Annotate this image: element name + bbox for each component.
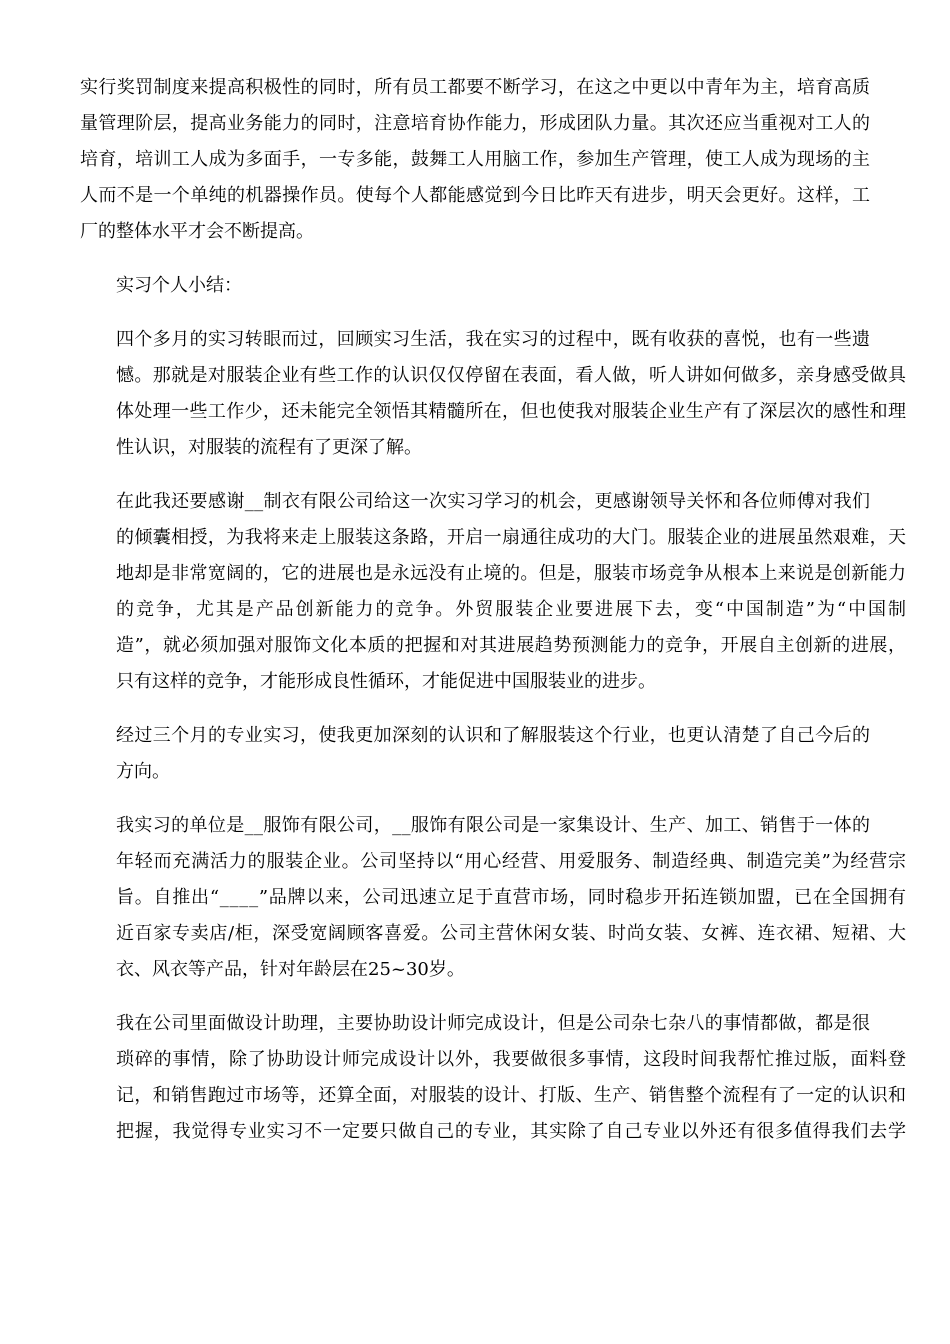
heading-text: 实习个人小结： xyxy=(116,275,242,296)
text-line: 四个多月的实习转眼而过，回顾实习生活，我在实习的过程中，既有收获的喜悦，也有一些遗 xyxy=(116,329,871,350)
text-line: 的倾囊相授，为我将来走上服装这条路，开启一扇通往成功的大门。服装企业的进展虽然艰难，天 xyxy=(116,527,907,548)
text-line: 量管理阶层，提高业务能力的同时，注意培育协作能力，形成团队力量。其次还应当重视对工人的 xyxy=(80,113,871,134)
text-line: 我在公司里面做设计助理，主要协助设计师完成设计，但是公司杂七杂八的事情都做，都是很 xyxy=(116,1013,871,1034)
text-line: 衣、风衣等产品，针对年龄层在25~30岁。 xyxy=(116,959,465,980)
section-heading xyxy=(80,268,870,304)
text-line: 厂的整体水平才会不断提高。 xyxy=(80,221,314,242)
text-line: 憾。那就是对服装企业有些工作的认识仅仅停留在表面，看人做，听人讲如何做多，亲身感受做具 xyxy=(116,365,907,386)
text-line: 记，和销售跑过市场等，还算全面，对服装的设计、打版、生产、销售整个流程有了一定的认识和 xyxy=(116,1085,907,1106)
paragraph xyxy=(80,484,908,700)
text-line: 旨。自推出“____”品牌以来，公司迅速立足于直营市场，同时稳步开拓连锁加盟，已在全国拥有 xyxy=(116,887,907,908)
text-line: 的竞争，尤其是产品创新能力的竞争。外贸服装企业要进展下去，变“中国制造”为“中国制 xyxy=(116,599,908,620)
text-line: 方向。 xyxy=(116,761,170,782)
text-line: 地却是非常宽阔的，它的进展也是永远没有止境的。但是，服装市场竞争从根本上来说是创新能力 xyxy=(116,563,907,584)
paragraph xyxy=(80,718,870,790)
text-line: 近百家专卖店/柜，深受宽阔顾客喜爱。公司主营休闲女装、时尚女装、女裤、连衣裙、短裙、大 xyxy=(116,923,907,944)
paragraph-continued xyxy=(80,70,870,250)
text-line: 我实习的单位是__服饰有限公司，__服饰有限公司是一家集设计、生产、加工、销售于一体的 xyxy=(116,815,871,836)
text-line: 在此我还要感谢__制衣有限公司给这一次实习学习的机会，更感谢领导关怀和各位师傅对我们 xyxy=(116,491,871,512)
text-line: 性认识，对服装的流程有了更深了解。 xyxy=(116,437,422,458)
paragraph xyxy=(80,808,907,988)
paragraph xyxy=(80,1006,907,1150)
text-line: 只有这样的竞争，才能形成良性循环，才能促进中国服装业的进步。 xyxy=(116,671,656,692)
text-line: 年轻而充满活力的服装企业。公司坚持以“用心经营、用爱服务、制造经典、制造完美”为经营宗 xyxy=(116,851,907,872)
text-line: 经过三个月的专业实习，使我更加深刻的认识和了解服装这个行业，也更认清楚了自己今后的 xyxy=(116,725,871,746)
text-line: 培育，培训工人成为多面手，一专多能，鼓舞工人用脑工作，参加生产管理，使工人成为现场的主 xyxy=(80,149,871,170)
paragraph xyxy=(80,322,907,466)
text-line: 造”，就必须加强对服饰文化本质的把握和对其进展趋势预测能力的竞争，开展自主创新的进展， xyxy=(116,635,907,656)
text-line: 人而不是一个单纯的机器操作员。使每个人都能感觉到今日比昨天有进步，明天会更好。这样，工 xyxy=(80,185,871,206)
text-line: 体处理一些工作少，还未能完全领悟其精髓所在，但也使我对服装企业生产有了深层次的感性和理 xyxy=(116,401,907,422)
text-line: 琐碎的事情，除了协助设计师完成设计以外，我要做很多事情，这段时间我帮忙推过版，面料登 xyxy=(116,1049,907,1070)
document-page xyxy=(80,70,908,1168)
text-line: 实行奖罚制度来提高积极性的同时，所有员工都要不断学习，在这之中更以中青年为主，培育高质 xyxy=(80,77,871,98)
text-line: 把握，我觉得专业实习不一定要只做自己的专业，其实除了自己专业以外还有很多值得我们去学 xyxy=(116,1121,907,1142)
